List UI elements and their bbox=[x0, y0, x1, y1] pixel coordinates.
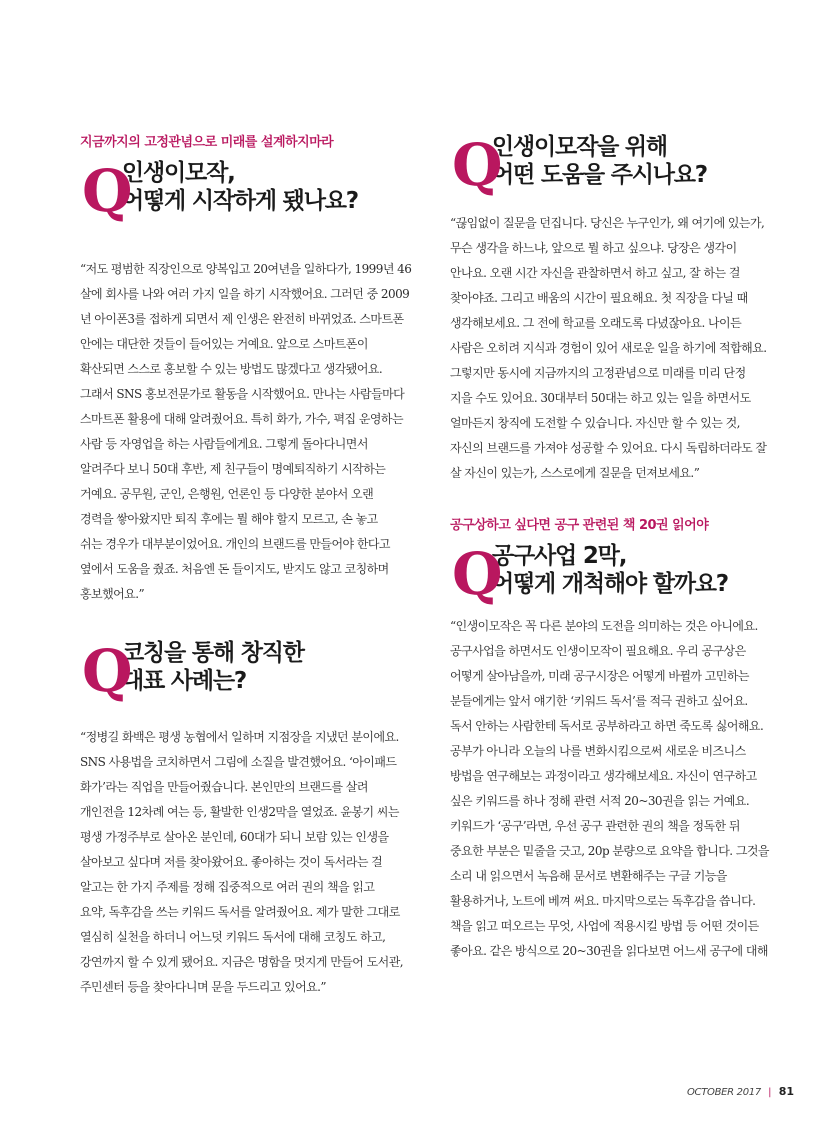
answer-body bbox=[80, 257, 416, 607]
body-line: 좋아요. 같은 방식으로 20~30권을 읽다보면 어느새 공구에 대해 bbox=[450, 944, 768, 958]
question-title bbox=[122, 639, 416, 695]
body-line: 알려주다 보니 50대 후반, 제 친구들이 명예퇴직하기 시작하는 bbox=[80, 462, 386, 476]
body-line: 사람 등 자영업을 하는 사람들에게요. 그렇게 돌아다니면서 bbox=[80, 437, 368, 451]
q-mark: Q bbox=[452, 131, 503, 199]
issue-date: OCTOBER 2017 bbox=[686, 1087, 761, 1098]
answer-body bbox=[450, 211, 786, 486]
body-line: 쉬는 경우가 대부분이었어요. 개인의 브랜드를 만들어야 한다고 bbox=[80, 537, 390, 551]
body-line: 스마트폰 활용에 대해 알려줬어요. 특히 화가, 가수, 펵집 운영하는 bbox=[80, 412, 404, 426]
body-line: 사람은 오히려 지식과 경험이 있어 새로운 일을 하기에 적합해요. bbox=[450, 341, 767, 355]
body-line: “저도 평범한 직장인으로 양복입고 20여년을 일하다가, 1999년 46 bbox=[80, 262, 412, 276]
body-line: 거예요. 공무원, 군인, 은행원, 언론인 등 다양한 분야서 오랜 bbox=[80, 487, 374, 501]
body-line: 경력을 쌓아왔지만 퇴직 후에는 뭘 해야 할지 모르고, 손 놓고 bbox=[80, 512, 378, 526]
body-line: 확산되면 스스로 홍보할 수 있는 방법도 많겠다고 생각됐어요. bbox=[80, 362, 383, 376]
right-column bbox=[450, 133, 786, 964]
question-title-line: 대표 사례는? bbox=[122, 668, 247, 694]
body-line: 얼마든지 창직에 도전할 수 있습니다. 자신만 할 수 있는 것, bbox=[450, 416, 740, 430]
section-kicker: 지금까지의 고정관념으로 미래를 설계하지마라 bbox=[80, 135, 334, 150]
body-line: 열심히 실천을 하더니 어느덧 키워드 독서에 대해 코칭도 하고, bbox=[80, 930, 386, 944]
question-title-line: 어떻게 시작하게 됐나요? bbox=[122, 188, 358, 214]
body-line: 개인전을 12차례 여는 등, 활발한 인생2막을 열었죠. 윤봉기 씨는 bbox=[80, 805, 399, 819]
question-title bbox=[492, 542, 786, 598]
body-line: 알고는 한 가지 주제를 정해 집중적으로 여러 권의 책을 읽고 bbox=[80, 880, 375, 894]
body-line: 독서 안하는 사람한테 독서로 공부하라고 하면 죽도록 싫어해요. bbox=[450, 719, 764, 733]
body-line: 그렇지만 동시에 지금까지의 고정관념으로 미래를 미리 단정 bbox=[450, 366, 746, 380]
question-heading bbox=[450, 540, 786, 608]
body-line: 책을 읽고 떠오르는 무엇, 사업에 적용시킬 방법 등 어떤 것이든 bbox=[450, 919, 759, 933]
body-line: 평생 가정주부로 살아온 분인데, 60대가 되니 보람 있는 인생을 bbox=[80, 830, 389, 844]
body-line: 강연까지 할 수 있게 됐어요. 지금은 명함을 멋지게 만들어 도서관, bbox=[80, 955, 404, 969]
section-start-second-career bbox=[80, 133, 416, 607]
page-number: 81 bbox=[778, 1085, 794, 1098]
body-line: 생각해보세요. 그 전에 학교를 오래도록 다녔잖아요. 나이든 bbox=[450, 316, 742, 330]
question-title bbox=[492, 133, 786, 189]
body-line: 활용하거나, 노트에 베껴 써요. 마지막으로는 독후감을 씁니다. bbox=[450, 894, 756, 908]
body-line: “정병길 화백은 평생 농협에서 일하며 지점장을 지냈던 분이에요. bbox=[80, 730, 399, 744]
body-line: SNS 사용법을 코치하면서 그림에 소질을 발견했어요. ‘아이패드 bbox=[80, 755, 397, 769]
answer-body bbox=[450, 614, 786, 964]
question-heading bbox=[80, 157, 416, 225]
body-line: 안나요. 오랜 시간 자신을 관찰하면서 하고 싶고, 잘 하는 걸 bbox=[450, 266, 740, 280]
page-footer bbox=[687, 1085, 794, 1098]
question-title-line: 어떤 도움을 주시나요? bbox=[492, 162, 707, 188]
question-title-line: 인생이모작을 위해 bbox=[492, 134, 667, 160]
body-line: 자신의 브랜드를 가져야 성공할 수 있어요. 다시 독립하더라도 잘 bbox=[450, 441, 767, 455]
body-line: 그래서 SNS 홍보전문가로 활동을 시작했어요. 만나는 사람들마다 bbox=[80, 387, 405, 401]
body-line: 키워드가 ‘공구’라면, 우선 공구 관련한 권의 책을 정독한 뒤 bbox=[450, 819, 740, 833]
body-line: 싶은 키워드를 하나 정해 관련 서적 20~30권을 읽는 거예요. bbox=[450, 794, 750, 808]
section-coaching-cases bbox=[80, 639, 416, 1000]
body-line: 중요한 부분은 밑줄을 긋고, 20p 분량으로 요약을 합니다. 그것을 bbox=[450, 844, 769, 858]
body-line: “인생이모작은 꼭 다른 분야의 도전을 의미하는 것은 아니에요. bbox=[450, 619, 758, 633]
body-line: 찾아야죠. 그리고 배움의 시간이 필요해요. 첫 직장을 다닐 때 bbox=[450, 291, 748, 305]
q-mark: Q bbox=[452, 540, 503, 608]
section-how-to-help bbox=[450, 133, 786, 486]
body-line: 방법을 연구해보는 과정이라고 생각해보세요. 자신이 연구하고 bbox=[450, 769, 757, 783]
body-line: 살 자신이 있는가, 스스로에게 질문을 던져보세요.” bbox=[450, 466, 700, 480]
q-mark: Q bbox=[82, 637, 133, 705]
question-title-line: 코칭을 통해 창직한 bbox=[122, 640, 304, 666]
answer-body bbox=[80, 725, 416, 1000]
body-line: 주민센터 등을 찾아다니며 문을 두드리고 있어요.” bbox=[80, 980, 327, 994]
body-line: 홍보했어요.” bbox=[80, 587, 145, 601]
section-tool-business bbox=[450, 516, 786, 964]
left-column bbox=[80, 133, 416, 1000]
section-kicker: 공구상하고 싶다면 공구 관련된 책 20권 읽어야 bbox=[450, 518, 709, 533]
body-line: 살아보고 싶다며 저를 찾아왔어요. 좋아하는 것이 독서라는 걸 bbox=[80, 855, 383, 869]
question-title-line: 인생이모작, bbox=[122, 160, 235, 186]
body-line: 안에는 대단한 것들이 들어있는 거예요. 앞으로 스마트폰이 bbox=[80, 337, 368, 351]
body-line: 어떻게 살아남을까, 미래 공구시장은 어떻게 바뀔까 고민하는 bbox=[450, 669, 749, 683]
question-heading bbox=[80, 637, 416, 705]
body-line: 분들에게는 앞서 얘기한 ‘키워드 독서’를 적극 권하고 싶어요. bbox=[450, 694, 748, 708]
body-line: “끊임없이 질문을 던집니다. 당신은 누구인가, 왜 여기에 있는가, bbox=[450, 216, 765, 230]
footer-separator: | bbox=[768, 1087, 772, 1098]
question-title-line: 공구사업 2막, bbox=[492, 543, 627, 569]
question-title-line: 어떻게 개척해야 할까요? bbox=[492, 571, 728, 597]
body-line: 무슨 생각을 하느냐, 앞으로 뭘 하고 싶으냐. 당장은 생각이 bbox=[450, 241, 737, 255]
body-line: 년 아이폰3를 접하게 되면서 제 인생은 완전히 바뀌었죠. 스마트폰 bbox=[80, 312, 404, 326]
body-line: 화가’라는 직업을 만들어줬습니다. 본인만의 브랜드를 살려 bbox=[80, 780, 368, 794]
body-line: 소리 내 읽으면서 녹음해 문서로 변환해주는 구글 기능을 bbox=[450, 869, 727, 883]
question-heading bbox=[450, 131, 786, 199]
body-line: 공구사업을 하면서도 인생이모작이 필요해요. 우리 공구상은 bbox=[450, 644, 746, 658]
q-mark: Q bbox=[82, 157, 133, 225]
question-title bbox=[122, 159, 416, 215]
body-line: 요약, 독후감을 쓰는 키워드 독서를 알려줬어요. 제가 말한 그대로 bbox=[80, 905, 400, 919]
body-line: 살에 회사를 나와 여러 가지 일을 하기 시작했어요. 그러던 중 2009 bbox=[80, 287, 410, 301]
body-line: 공부가 아니라 오늘의 나를 변화시킴으로써 새로운 비즈니스 bbox=[450, 744, 746, 758]
body-line: 옆에서 도움을 줬죠. 처음엔 돈 들이지도, 받지도 않고 코칭하며 bbox=[80, 562, 389, 576]
body-line: 지을 수도 있어요. 30대부터 50대는 하고 있는 일을 하면서도 bbox=[450, 391, 751, 405]
